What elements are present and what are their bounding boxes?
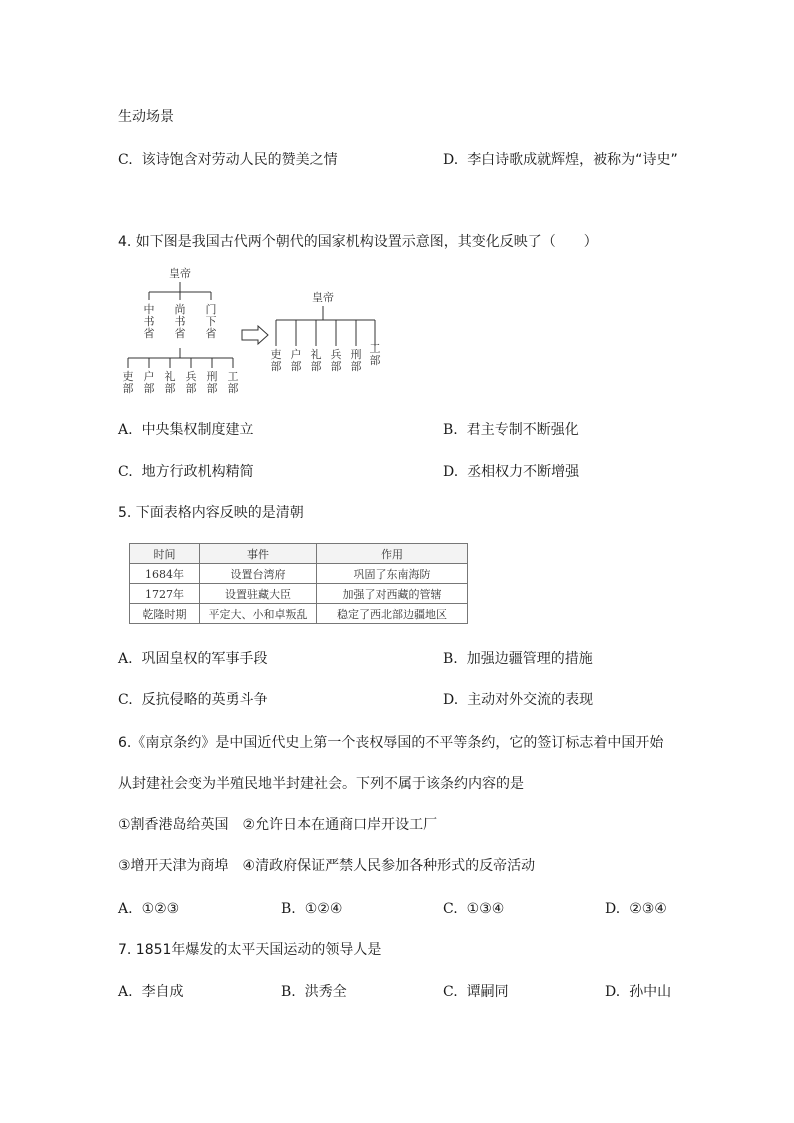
option-letter: B. <box>281 984 296 1000</box>
option-text: 洪秀全 <box>304 984 347 1000</box>
option-text: 主动对外交流的表现 <box>467 692 594 708</box>
option-text: ①③④ <box>466 901 505 917</box>
option-letter: C. <box>118 692 133 708</box>
option-letter: A. <box>118 984 133 1000</box>
q5-option-b[interactable] <box>443 649 593 669</box>
q6-stem-line1: 6.《南京条约》是中国近代史上第一个丧权辱国的不平等条约，它的签订标志着中国开始 <box>118 735 664 751</box>
table-cell: 加强了对西藏的管辖 <box>317 584 468 604</box>
q6-stem-line2: 从封建社会变为半殖民地半封建社会。下列不属于该条约内容的是 <box>118 776 524 792</box>
diagram-left-bottom-5: 刑部 <box>206 370 218 395</box>
option-text: 该诗饱含对劳动人民的赞美之情 <box>141 152 338 168</box>
q7-stem: 7. 1851年爆发的太平天国运动的领导人是 <box>118 942 382 958</box>
q7-option-d[interactable] <box>605 982 671 1002</box>
q4-option-b[interactable] <box>443 420 579 440</box>
q5-option-d[interactable] <box>443 690 593 710</box>
diagram-left-bottom-2: 户部 <box>143 370 155 395</box>
diagram-right-emperor: 皇帝 <box>312 291 334 304</box>
diagram-right-bottom-6: 工部 <box>369 342 381 367</box>
diagram-left-bottom-6: 工部 <box>227 370 239 395</box>
table-row <box>130 564 468 584</box>
q6-option-b[interactable] <box>281 899 342 919</box>
option-letter: D. <box>443 464 459 480</box>
option-text: 丞相权力不断增强 <box>467 464 580 480</box>
q5-option-c[interactable] <box>118 690 268 710</box>
option-letter: C. <box>118 152 133 168</box>
diagram-right-bottom-4: 兵部 <box>330 348 342 373</box>
q4-option-c[interactable] <box>118 462 254 482</box>
option-letter: B. <box>443 651 458 667</box>
q6-option-c[interactable] <box>443 899 504 919</box>
table-cell: 巩固了东南海防 <box>317 564 468 584</box>
diagram-right-bottom-1: 吏部 <box>270 348 282 373</box>
table-cell: 1727年 <box>130 584 200 604</box>
option-text: ①②④ <box>304 901 343 917</box>
q4-option-d[interactable] <box>443 462 579 482</box>
table-cell: 稳定了西北部边疆地区 <box>317 604 468 624</box>
diagram-right-bottom-2: 户部 <box>290 348 302 373</box>
table-row <box>130 604 468 624</box>
table-header-time: 时间 <box>130 544 200 564</box>
option-letter: D. <box>605 984 621 1000</box>
q7-option-a[interactable] <box>118 982 184 1002</box>
option-text: 反抗侵略的英勇斗争 <box>141 692 268 708</box>
option-text: 中央集权制度建立 <box>141 422 254 438</box>
option-text: 孙中山 <box>629 984 672 1000</box>
q4-option-a[interactable] <box>118 420 254 440</box>
diagram-left-bottom-3: 礼部 <box>164 370 176 395</box>
option-letter: C. <box>443 984 458 1000</box>
option-text: 李白诗歌成就辉煌，被称为“诗史” <box>467 152 678 168</box>
q6-option-d[interactable] <box>605 899 667 919</box>
diagram-left-middle-3: 门下省 <box>205 303 217 340</box>
option-text: ②③④ <box>629 901 667 917</box>
table-cell: 乾隆时期 <box>130 604 200 624</box>
q7-option-b[interactable] <box>281 982 347 1002</box>
option-text: 加强边疆管理的措施 <box>466 651 593 667</box>
diagram-right-bottom-5: 刑部 <box>350 348 362 373</box>
table-row <box>130 584 468 604</box>
table-cell: 1684年 <box>130 564 200 584</box>
q3-option-c[interactable] <box>118 150 338 170</box>
option-text: 巩固皇权的军事手段 <box>141 651 268 667</box>
diagram-left-middle-1: 中书省 <box>143 303 155 340</box>
diagram-left-middle-2: 尚书省 <box>174 303 186 340</box>
option-letter: A. <box>118 901 133 917</box>
q3-option-d[interactable] <box>443 150 678 170</box>
diagram-left-bottom-4: 兵部 <box>185 370 197 395</box>
government-structure-diagram <box>118 264 398 410</box>
q5-stem: 5. 下面表格内容反映的是清朝 <box>118 505 304 521</box>
option-text: 李自成 <box>141 984 184 1000</box>
q6-items-line1: ①割香港岛给英国 ②允许日本在通商口岸开设工厂 <box>118 817 438 833</box>
diagram-left-emperor: 皇帝 <box>169 267 191 280</box>
continuation-text: 生动场景 <box>118 109 174 125</box>
option-text: 君主专制不断强化 <box>466 422 579 438</box>
option-text: 地方行政机构精简 <box>141 464 254 480</box>
option-letter: D. <box>443 152 459 168</box>
option-letter: D. <box>443 692 459 708</box>
q6-items-line2: ③增开天津为商埠 ④清政府保证严禁人民参加各种形式的反帝活动 <box>118 858 536 874</box>
option-letter: B. <box>443 422 458 438</box>
option-letter: A. <box>118 422 133 438</box>
q7-option-c[interactable] <box>443 982 509 1002</box>
option-text: 谭嗣同 <box>466 984 509 1000</box>
table-header-effect: 作用 <box>317 544 468 564</box>
q4-stem: 4. 如下图是我国古代两个朝代的国家机构设置示意图，其变化反映了（ ） <box>118 234 598 250</box>
table-cell: 设置台湾府 <box>200 564 317 584</box>
diagram-right-bottom-3: 礼部 <box>310 348 322 373</box>
option-letter: B. <box>281 901 296 917</box>
diagram-left-bottom-1: 吏部 <box>122 370 134 395</box>
qing-events-table <box>129 543 468 624</box>
table-cell: 平定大、小和卓叛乱 <box>200 604 317 624</box>
table-header-row <box>130 544 468 564</box>
option-letter: A. <box>118 651 133 667</box>
option-letter: C. <box>118 464 133 480</box>
table-cell: 设置驻藏大臣 <box>200 584 317 604</box>
option-letter: D. <box>605 901 621 917</box>
option-text: ①②③ <box>141 901 180 917</box>
q6-option-a[interactable] <box>118 899 179 919</box>
table-header-event: 事件 <box>200 544 317 564</box>
option-letter: C. <box>443 901 458 917</box>
q5-option-a[interactable] <box>118 649 268 669</box>
